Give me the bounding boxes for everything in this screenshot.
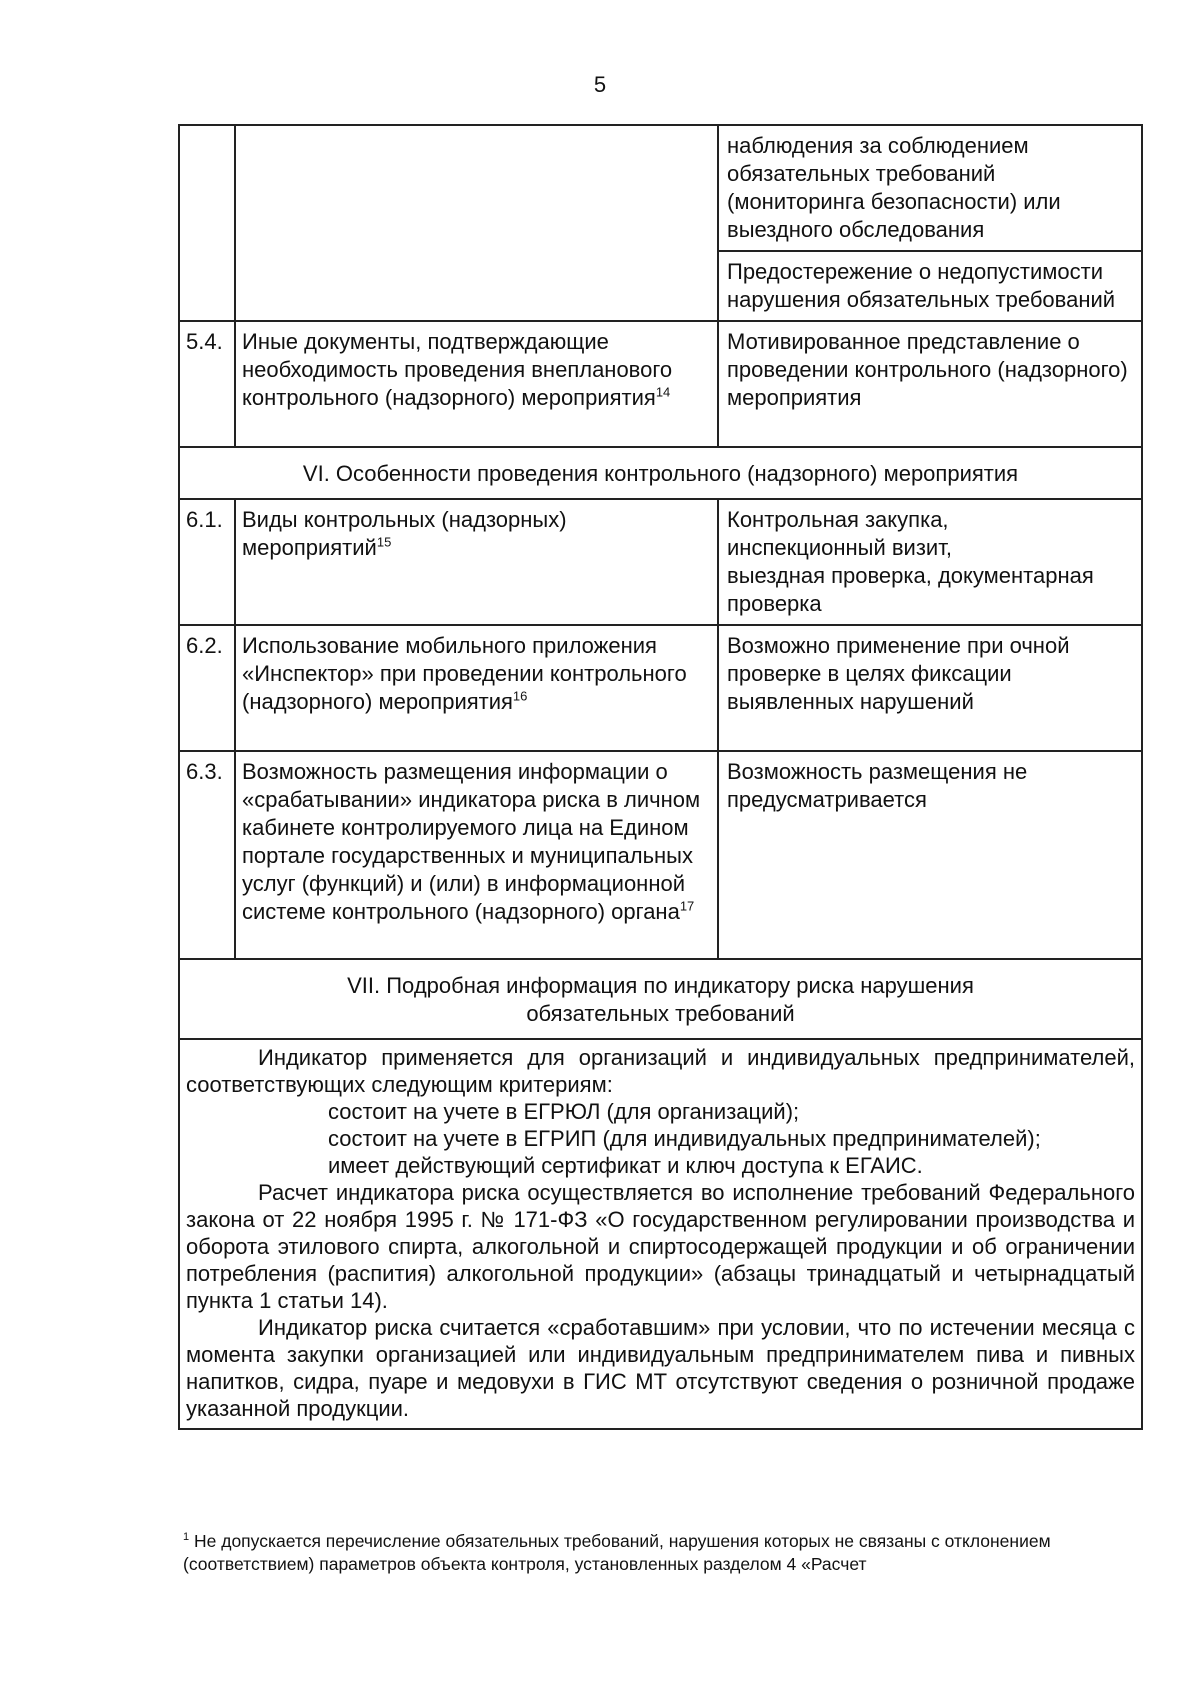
value-line: Контрольная закупка, bbox=[727, 507, 949, 532]
table-row-6-3 bbox=[180, 750, 1141, 958]
value-part: наблюдения за соблюдением обязательных требований (мониторинга безопасности) или выездного обследования bbox=[727, 133, 1061, 242]
paragraph: Индикатор риска считается «сработавшим» при условии, что по истечении месяца с момента закупки организацией или индивидуальным предпринимателем пива и пивных напитков, сидра, пуаре и медовухи в ГИС МТ отсутствуют сведения о розничной продаже указанной продукции. bbox=[186, 1315, 1135, 1421]
row-value-cell bbox=[719, 126, 1141, 320]
row-number-cell bbox=[180, 126, 236, 320]
row-description bbox=[236, 322, 719, 446]
table-row-5-4 bbox=[180, 320, 1141, 446]
row-number: 5.4. bbox=[180, 322, 236, 446]
indicator-details bbox=[180, 1040, 1141, 1428]
criteria-item: состоит на учете в ЕГРЮЛ (для организаций); bbox=[328, 1099, 800, 1124]
footnote-mark: 1 bbox=[183, 1531, 190, 1544]
section-heading-row bbox=[180, 446, 1141, 498]
row-description bbox=[236, 500, 719, 624]
row-value: Возможность размещения не предусматривается bbox=[727, 759, 1028, 812]
indicator-details-row bbox=[180, 1038, 1141, 1428]
requirements-table bbox=[178, 124, 1143, 1430]
row-description-text: Возможность размещения информации о «срабатывании» индикатора риска в личном кабинете контролируемого лица на Едином портале государственных и муниципальных услуг (функций) и (или) в информационной системе контрольного (надзорного) органа bbox=[242, 759, 701, 924]
footnote bbox=[183, 1530, 1113, 1576]
footnote-ref: 15 bbox=[376, 534, 392, 550]
row-number: 6.2. bbox=[180, 626, 236, 750]
table-row-6-2 bbox=[180, 624, 1141, 750]
paragraph: Индикатор применяется для организаций и индивидуальных предпринимателей, соответствующих следующим критериям: bbox=[186, 1045, 1135, 1097]
row-value bbox=[719, 500, 1141, 624]
row-description bbox=[236, 752, 719, 958]
section-heading-row bbox=[180, 958, 1141, 1038]
footnote-text: Не допускается перечисление обязательных требований, нарушения которых не связаны с отклонением (соответствием) параметров объекта контроля, установленных разделом 4 «Расчет bbox=[183, 1531, 1051, 1574]
row-description-text: Иные документы, подтверждающие необходимость проведения внепланового контрольного (надзорного) мероприятия bbox=[242, 329, 673, 410]
footnote-ref: 17 bbox=[679, 898, 695, 914]
value-line: выездная проверка, документарная проверка bbox=[727, 563, 1094, 616]
row-number: 6.1. bbox=[180, 500, 236, 624]
footnote-ref: 16 bbox=[512, 688, 528, 704]
row-value: Возможно применение при очной проверке в целях фиксации выявленных нарушений bbox=[727, 633, 1070, 714]
paragraph: Расчет индикатора риска осуществляется во исполнение требований Федерального закона от 22 ноября 1995 г. № 171-ФЗ «О государственном регулировании производства и оборота этилового спирта, алкогольной и спиртосодержащей продукции и об ограничении потребления (распития) алкогольной продукции» (абзацы тринадцатый и четырнадцатый пункта 1 статьи 14). bbox=[186, 1180, 1135, 1313]
row-value: Мотивированное представление о проведении контрольного (надзорного) мероприятия bbox=[727, 329, 1128, 410]
section-heading: VII. Подробная информация по индикатору риска нарушения обязательных требований bbox=[347, 973, 974, 1026]
criteria-item: состоит на учете в ЕГРИП (для индивидуальных предпринимателей); bbox=[328, 1126, 1041, 1151]
row-description-cell bbox=[236, 126, 719, 320]
table-row-6-1 bbox=[180, 498, 1141, 624]
value-part: Предостережение о недопустимости нарушения обязательных требований bbox=[719, 250, 1141, 320]
criteria-item: имеет действующий сертификат и ключ доступа к ЕГАИС. bbox=[328, 1153, 923, 1178]
footnote-ref: 14 bbox=[655, 384, 671, 400]
table-row-continuation bbox=[180, 126, 1141, 320]
page-number: 5 bbox=[593, 72, 607, 97]
section-heading: VI. Особенности проведения контрольного (надзорного) мероприятия bbox=[302, 461, 1019, 486]
row-description-text: Виды контрольных (надзорных) мероприятий bbox=[242, 507, 567, 560]
row-description bbox=[236, 626, 719, 750]
row-number: 6.3. bbox=[180, 752, 236, 958]
row-description-text: Использование мобильного приложения «Инспектор» при проведении контрольного (надзорного) мероприятия bbox=[242, 633, 687, 714]
value-line: инспекционный визит, bbox=[727, 535, 952, 560]
